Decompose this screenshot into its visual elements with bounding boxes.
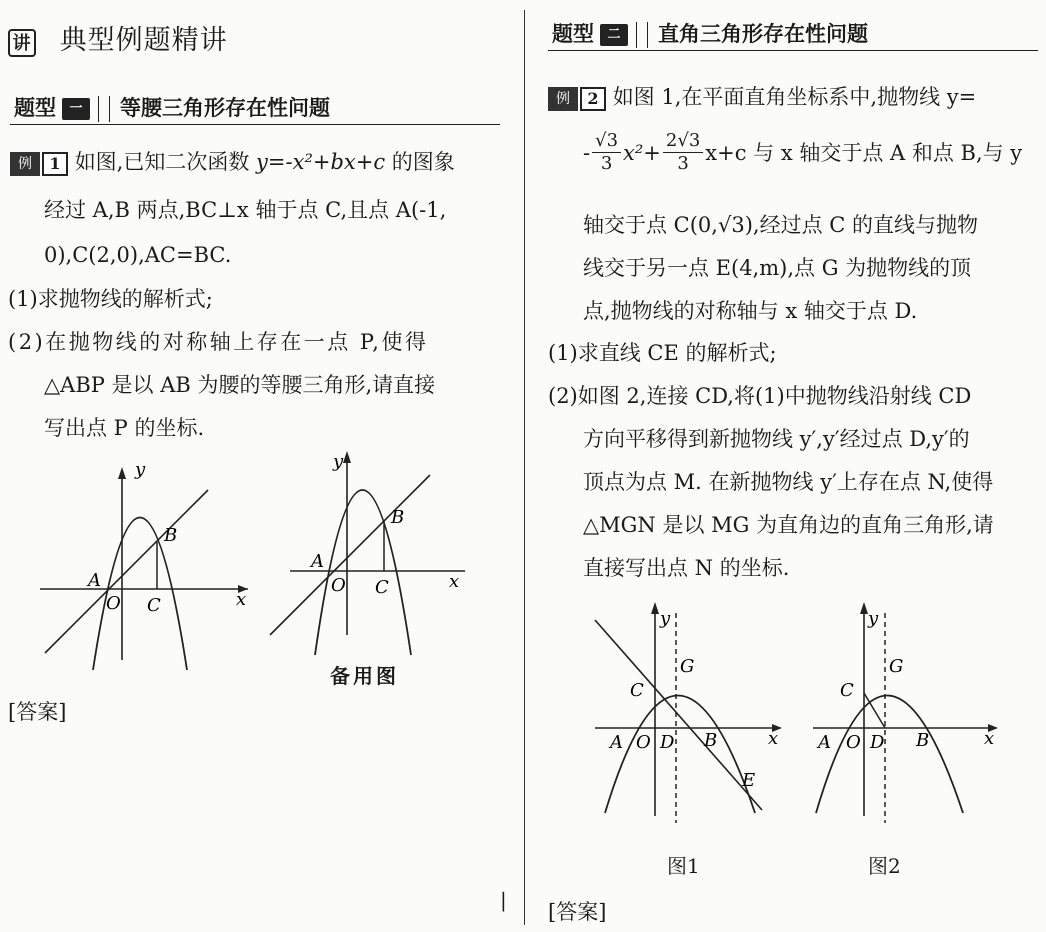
question-1: (1)求直线 CE 的解析式;: [548, 341, 777, 365]
section-divider-icon: [636, 22, 648, 48]
label-D: D: [870, 732, 885, 753]
question-1: (1)求抛物线的解析式;: [8, 287, 213, 311]
label-y: y: [660, 608, 671, 629]
figure-parabola-1: [30, 455, 260, 675]
text-segment: x²+: [623, 140, 661, 165]
label-A: A: [88, 570, 101, 591]
label-A: A: [610, 732, 623, 753]
label-x: x: [236, 589, 247, 610]
example-2-line-2: [583, 130, 1022, 175]
label-E: E: [742, 770, 756, 791]
figure-caption-spare: 备用图: [330, 664, 399, 688]
line-ce: [595, 620, 762, 810]
page-mark: |: [500, 888, 507, 912]
figure-2: [808, 598, 1008, 823]
text-segment: 如图 1,在平面直角坐标系中,抛物线 y=: [612, 85, 977, 109]
section-title: 直角三角形存在性问题: [658, 22, 868, 46]
label-C: C: [375, 577, 389, 598]
label-O: O: [846, 732, 861, 753]
section-divider-icon: [98, 96, 110, 122]
y-axis-arrow: [651, 602, 659, 614]
section-tag: 题型: [552, 22, 594, 46]
question-2-line-2: △ABP 是以 AB 为腰的等腰三角形,请直接: [44, 373, 436, 397]
label-A: A: [818, 732, 831, 753]
text-segment: 如图,已知二次函数: [74, 150, 257, 174]
figure-1: [590, 598, 790, 823]
page-title: 典型例题精讲: [59, 25, 228, 56]
label-O: O: [331, 575, 346, 596]
text-segment: 的图象: [385, 150, 455, 174]
function-expression: y=-x²+bx+c: [256, 150, 386, 174]
fraction-2: $\frac{2√3}{3}$: [663, 130, 703, 175]
label-B: B: [164, 525, 178, 546]
label-B: B: [916, 730, 930, 751]
section-underline: [10, 124, 500, 125]
example-1-line-3: 0),C(2,0),AC=BC.: [44, 243, 232, 267]
line-ab: [45, 490, 208, 653]
parabola-curve: [816, 696, 963, 814]
minus-sign: -: [583, 140, 591, 165]
example-badge: 例 2: [548, 87, 606, 111]
label-A: A: [311, 551, 324, 572]
question-2-line-3: 顶点为点 M. 在新抛物线 y′上存在点 N,使得: [583, 470, 994, 494]
line-ab: [270, 475, 430, 635]
label-G: G: [680, 656, 695, 677]
page-header: [8, 18, 228, 57]
question-2-line-1: (2)如图 2,连接 CD,将(1)中抛物线沿射线 CD: [548, 384, 972, 408]
section-title: 等腰三角形存在性问题: [120, 96, 330, 120]
answer-label-1: [答案]: [8, 700, 67, 724]
label-G: G: [889, 656, 904, 677]
section-number-icon: 二: [600, 24, 628, 46]
example-badge: 例 1: [10, 152, 68, 176]
y-axis-arrow: [860, 602, 868, 614]
text-segment: x+c 与 x 轴交于点 A 和点 B,与 y: [705, 140, 1023, 165]
y-axis-arrow: [118, 467, 126, 479]
section-tag: 题型: [14, 96, 56, 120]
example-2-line-3: 轴交于点 C(0,√3),经过点 C 的直线与抛物: [583, 213, 978, 237]
label-x: x: [768, 728, 779, 749]
label-C: C: [630, 680, 644, 701]
label-y: y: [333, 451, 344, 472]
label-C: C: [840, 680, 854, 701]
label-x: x: [984, 728, 995, 749]
example-1-line-1: [10, 147, 455, 177]
figure-caption-2: 图2: [868, 854, 901, 878]
label-B: B: [391, 507, 405, 528]
question-2-line-5: 直接写出点 N 的坐标.: [583, 556, 790, 580]
label-O: O: [106, 593, 121, 614]
question-2-line-4: △MGN 是以 MG 为直角边的直角三角形,请: [583, 513, 994, 537]
example-2-line-1: [548, 82, 976, 112]
section-heading-1: [10, 92, 330, 122]
example-1-line-2: 经过 A,B 两点,BC⊥x 轴于点 C,且点 A(-1,: [44, 198, 447, 222]
book-icon: 讲: [8, 29, 36, 57]
figure-caption-1: 图1: [667, 854, 700, 878]
question-2-line-2: 方向平移得到新抛物线 y′,y′经过点 D,y′的: [583, 427, 970, 451]
section-underline: [548, 50, 1038, 51]
label-B: B: [704, 730, 718, 751]
label-O: O: [636, 732, 651, 753]
parabola-curve: [605, 696, 755, 814]
example-2-line-5: 点,抛物线的对称轴与 x 轴交于点 D.: [583, 299, 918, 323]
question-2-line-3: 写出点 P 的坐标.: [44, 416, 205, 440]
section-number-icon: 一: [62, 98, 90, 120]
figure-parabola-spare: [265, 445, 480, 665]
example-2-line-4: 线交于另一点 E(4,m),点 G 为抛物线的顶: [583, 256, 972, 280]
column-divider: [524, 10, 525, 925]
answer-label-2: [答案]: [548, 900, 607, 924]
label-x: x: [449, 571, 460, 592]
label-C: C: [147, 595, 161, 616]
label-y: y: [868, 608, 879, 629]
question-2-line-1: (2)在抛物线的对称轴上存在一点 P,使得: [8, 330, 429, 354]
y-axis-arrow: [343, 451, 351, 463]
fraction-1: $\frac{√3}{3}$: [592, 130, 621, 175]
label-D: D: [660, 732, 675, 753]
label-y: y: [135, 459, 146, 480]
section-heading-2: [548, 18, 868, 48]
